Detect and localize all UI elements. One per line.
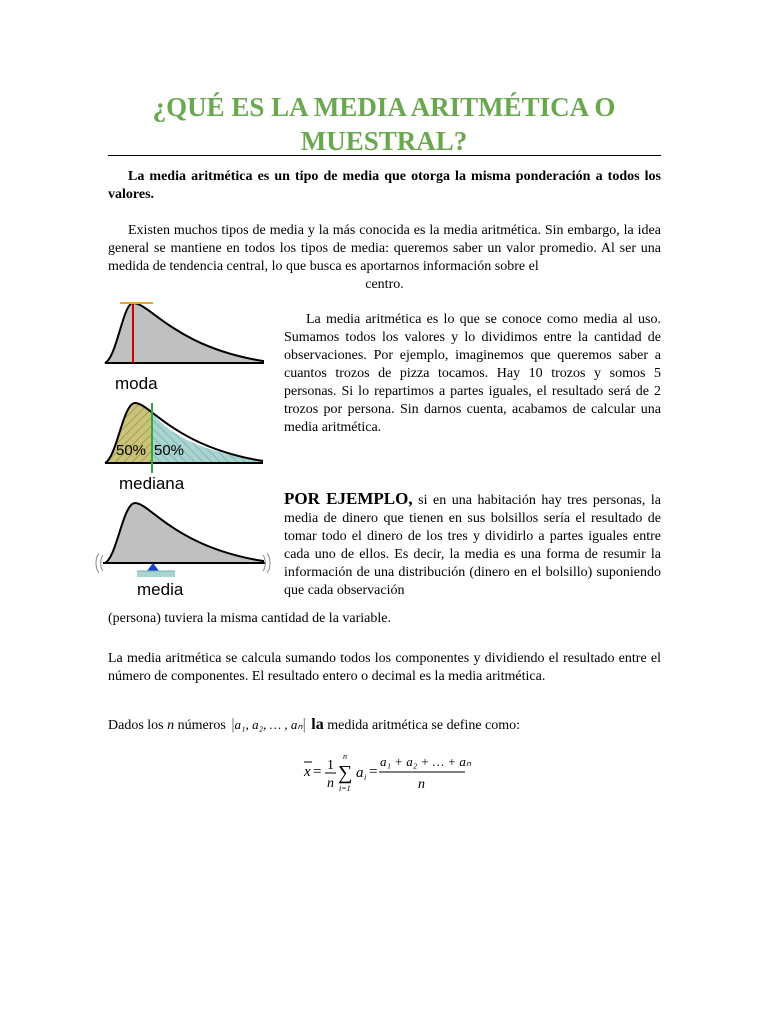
- svg-text:a: a: [356, 765, 364, 781]
- left-percent: 50%: [116, 442, 147, 459]
- right-percent: 50%: [154, 442, 185, 459]
- svg-text:n: n: [327, 776, 334, 791]
- svg-text:i: i: [364, 773, 367, 782]
- sum-icon: ∑: [338, 762, 353, 784]
- paragraph-tipos-de-media: Existen muchos tipos de media y la más conocida es la media aritmética. Sin embargo, la idea general se mantiene en todos los tipos de media: queremos saber un valor promedio. Al ser una medida de tendencia central, lo que busca es aportarnos información sobre el: [108, 223, 661, 274]
- moda-label: moda: [115, 374, 158, 393]
- paragraph-tipos-de-media-end: centro.: [365, 277, 404, 292]
- mean-formula: [300, 748, 480, 796]
- svg-text:1: 1: [327, 758, 334, 773]
- formula-denominator: n: [418, 777, 425, 792]
- media-curve: [105, 503, 263, 563]
- svg-text:i=1: i=1: [339, 784, 351, 793]
- distribution-figure: [95, 295, 275, 605]
- paragraph-ejemplo: [284, 490, 661, 600]
- intro-paragraph: La media aritmética es un tipo de media que otorga la misma ponderación a todos los valores.: [108, 169, 661, 202]
- formula-numerator: a₁ + a₂ + … + aₙ: [380, 754, 472, 769]
- page-title: ¿QUÉ ES LA MEDIA ARITMÉTICA O MUESTRAL?: [152, 92, 616, 156]
- title-divider: [108, 155, 661, 156]
- paragraph-ejemplo-end: (persona) tuviera la misma cantidad de la variable.: [108, 611, 391, 626]
- paragraph-media-al-uso: La media aritmética es lo que se conoce como media al uso. Sumamos todos los valores y lo dividimos entre la cantidad de observaciones. Por ejemplo, imaginemos que queremos saber a cuantos trozos de pizza tocamos. Hay 10 trozos y somos 5 personas. Si lo repartimos a partes iguales, el resultado será de 2 trozos por persona. Sin darnos cuenta, acabamos de calcular una media aritmética.: [284, 312, 661, 435]
- ejemplo-body: si en una habitación hay tres personas, la media de dinero que tienen en sus bolsillos sería el resultado de tomar todo el dinero de los tres y dividirlo a partes iguales entre cada uno de ellos. Es decir, la media es una forma de resumir la información de una distribución (dinero en el bolsillo) suponiendo que cada observación: [284, 493, 661, 598]
- svg-text:=: =: [313, 764, 322, 780]
- paragraph-calculo: La media aritmética se calcula sumando todos los componentes y dividiendo el resultado entre el número de componentes. El resultado entero o decimal es la media aritmética.: [108, 651, 661, 684]
- left-wave: [96, 553, 103, 573]
- moda-curve: [105, 303, 263, 363]
- fulcrum-base: [137, 571, 175, 577]
- fulcrum-icon: [147, 563, 159, 571]
- ejemplo-lead: POR EJEMPLO,: [284, 489, 413, 508]
- svg-text:n: n: [343, 752, 347, 761]
- paragraph-definicion: Dados los n números |a₁, a₂, … , aₙ| la medida aritmética se define como:: [108, 716, 521, 733]
- mediana-label: mediana: [119, 474, 185, 493]
- svg-text:=: =: [369, 764, 378, 780]
- number-set: |a₁, a₂, … , aₙ|: [231, 716, 306, 733]
- formula-xbar: x: [304, 764, 311, 780]
- media-label: media: [137, 580, 184, 599]
